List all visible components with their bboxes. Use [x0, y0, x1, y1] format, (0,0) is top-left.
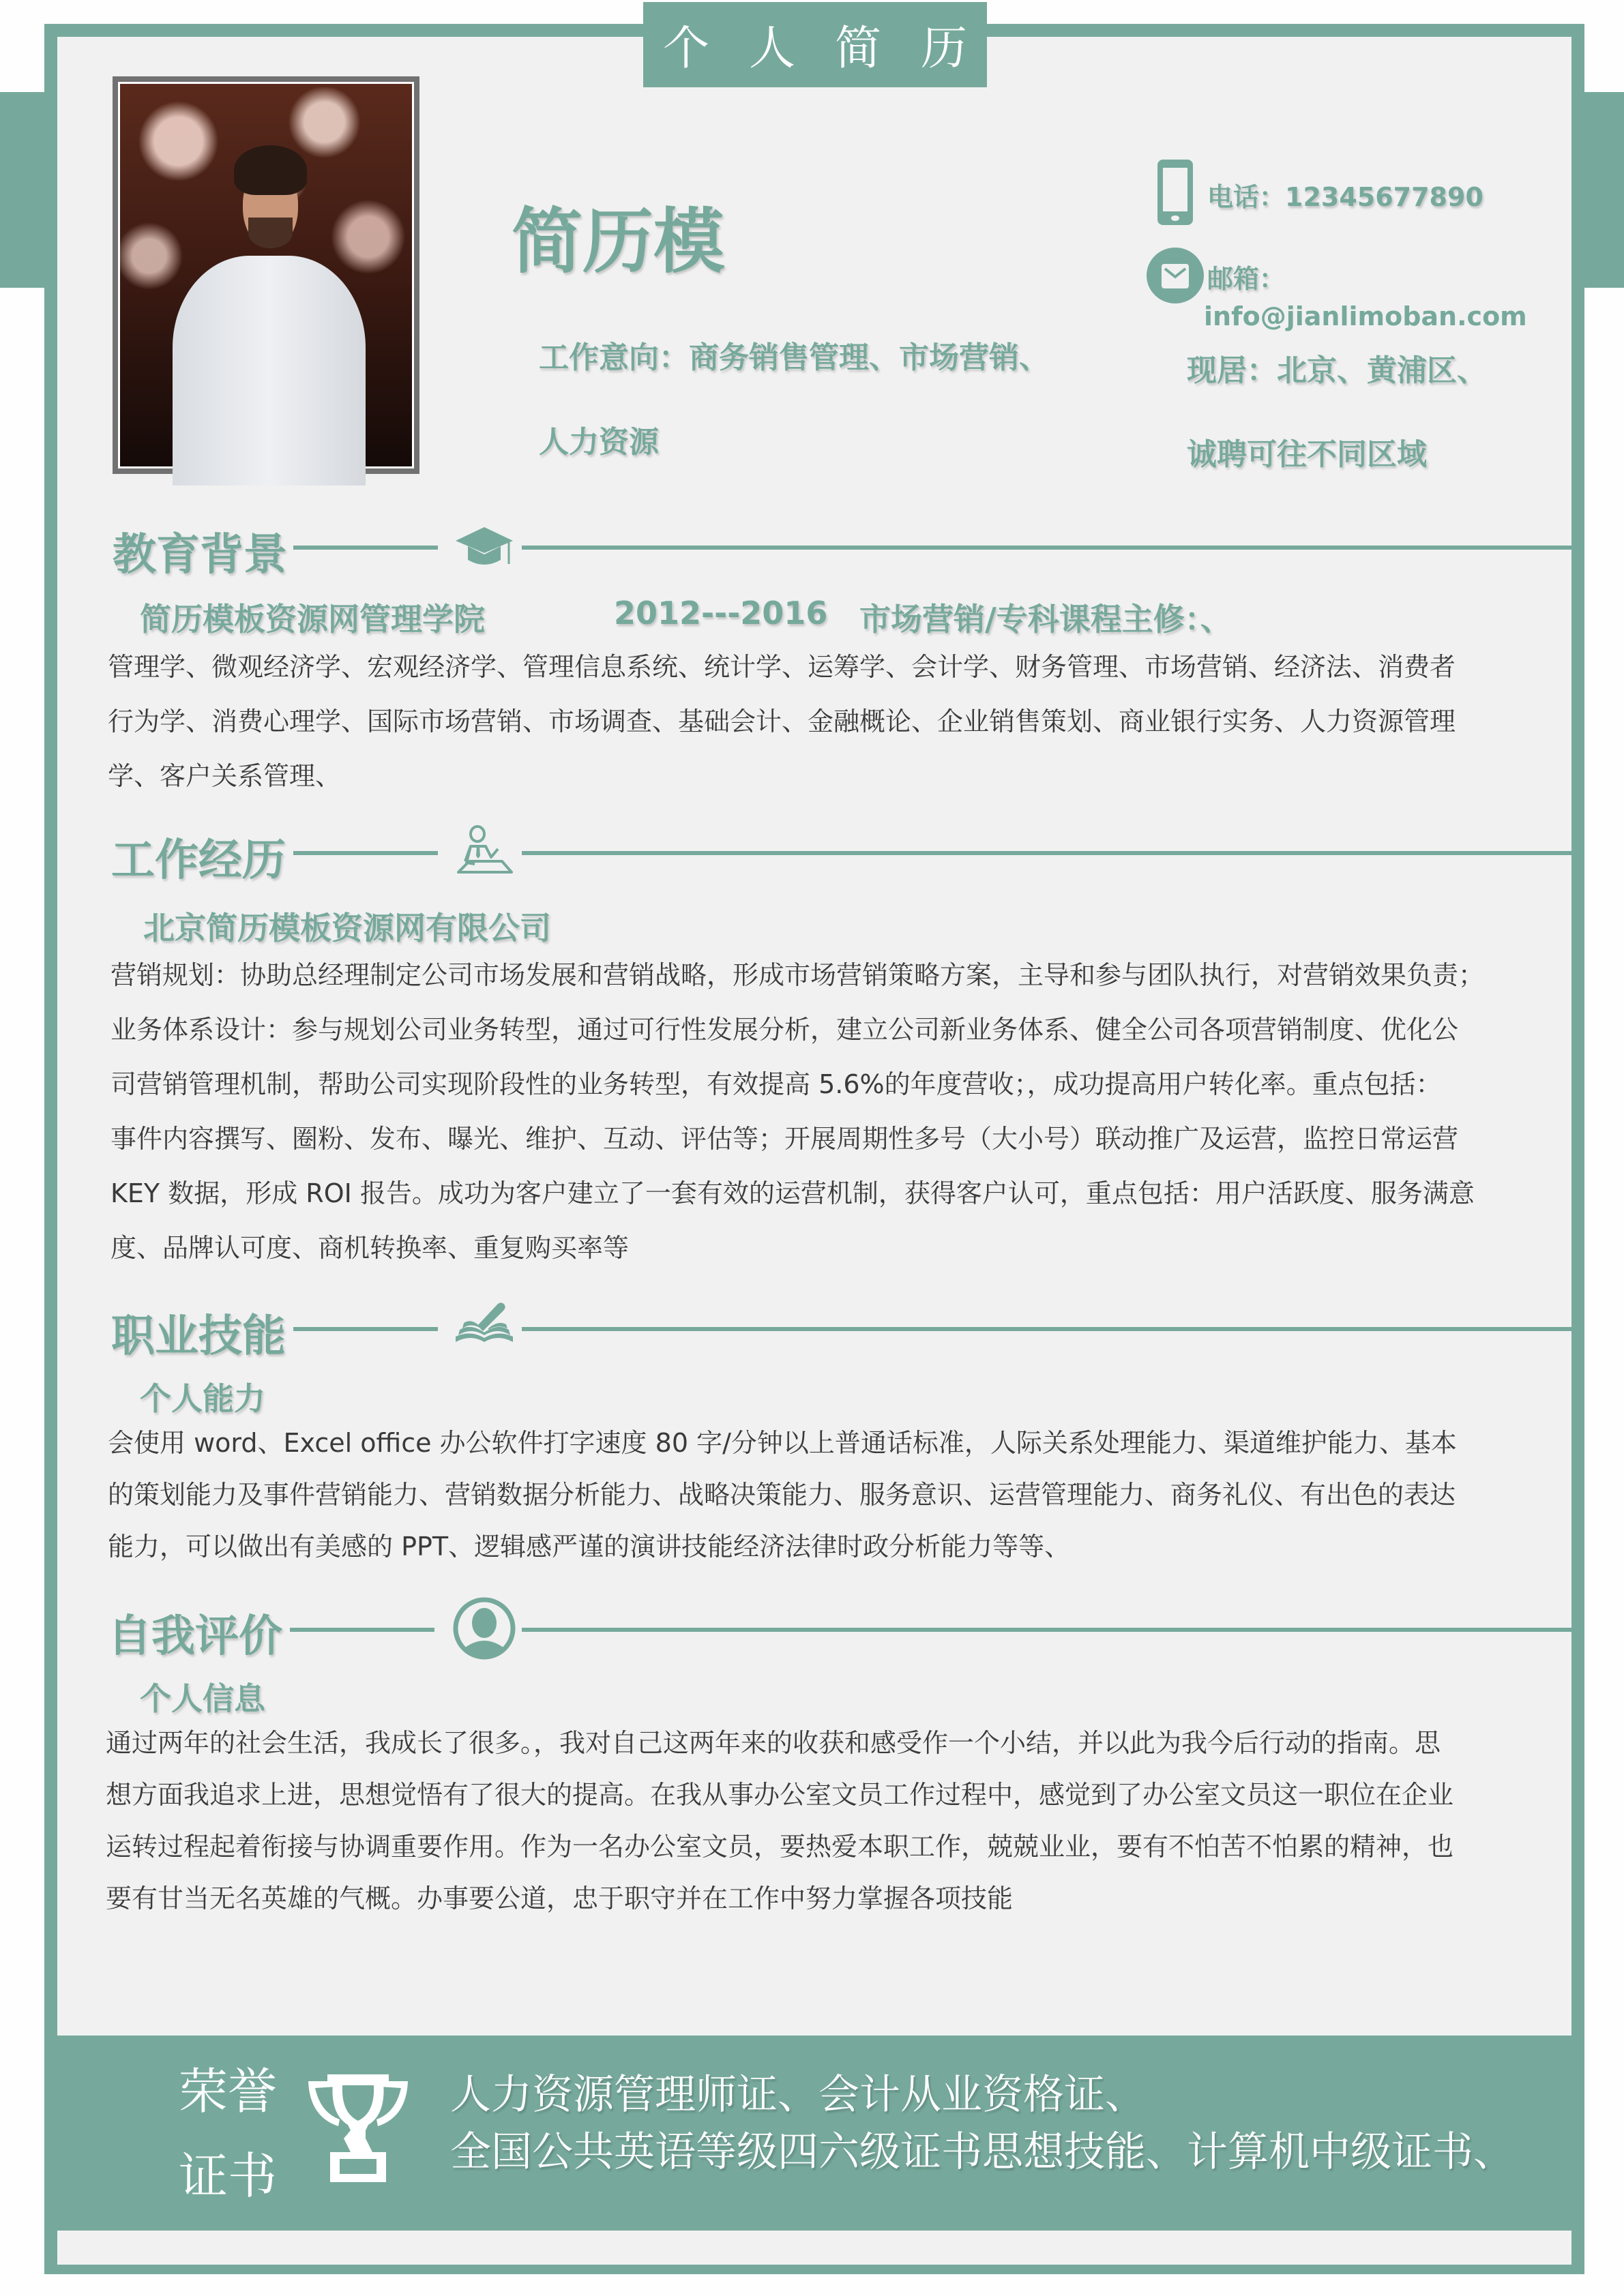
text-line: 行为学、消费心理学、国际市场营销、市场调查、基础会计、金融概论、企业销售策划、商业银行实务、人力资源管理 — [108, 706, 1456, 736]
section-title-self-eval: 自我评价 — [108, 1611, 282, 1662]
text-line: 事件内容撰写、圈粉、发布、曝光、维护、互动、评估等；开展周期性多号（大小号）联动推广及运营，监控日常运营 — [110, 1124, 1459, 1154]
work-company: 北京简历模板资源网有限公司 — [143, 910, 551, 946]
skills-description — [108, 1417, 1533, 1572]
text-line: 想方面我追求上进，思想觉悟有了很大的提高。在我从事办公室文员工作过程中，感觉到了办公室文员这一职位在企业 — [106, 1780, 1454, 1810]
user-circle-icon — [452, 1596, 517, 1661]
section-title-education: 教育背景 — [113, 530, 287, 580]
text-line: 能力，可以做出有美感的 PPT、逻辑感严谨的演讲技能经济法律时政分析能力等等、 — [108, 1532, 1071, 1562]
text-line: 运转过程起着衔接与协调重要作用。作为一名办公室文员，要热爱本职工作，兢兢业业，要有不怕苦不怕累的精神，也 — [106, 1832, 1454, 1862]
right-side-tab — [1584, 92, 1624, 288]
section-rule-right — [522, 1628, 1572, 1632]
section-rule-left — [293, 1327, 438, 1331]
education-major: 市场营销/专科课程主修：、 — [859, 601, 1232, 638]
businessman-desk-icon — [450, 822, 518, 876]
education-courses — [108, 640, 1533, 803]
text-line: 司营销管理机制，帮助公司实现阶段性的业务转型，有效提高 5.6%的年度营收；，成功提高用户转化率。重点包括： — [110, 1069, 1442, 1099]
graduation-cap-icon — [450, 522, 518, 576]
self-eval-description — [106, 1717, 1531, 1924]
candidate-name: 简历模 — [512, 200, 725, 283]
residence-line2: 诚聘可往不同区域 — [1187, 437, 1427, 472]
education-period: 2012---2016 — [614, 595, 828, 631]
section-rule-right — [522, 851, 1572, 855]
skills-subtitle: 个人能力 — [140, 1380, 265, 1417]
text-line: 度、品牌认可度、商机转换率、重复购买率等 — [110, 1233, 630, 1263]
text-line: 学、客户关系管理、 — [108, 761, 342, 791]
text-line: 业务体系设计：参与规划公司业务转型，通过可行性发展分析，建立公司新业务体系、健全公司各项营销制度、优化公 — [110, 1015, 1459, 1045]
text-line: KEY 数据，形成 ROI 报告。成功为客户建立了一套有效的运营机制，获得客户认可，重点包括：用户活跃度、服务满意 — [110, 1178, 1475, 1208]
phone-number: 电话：12345677890 — [1207, 182, 1483, 212]
trophy-icon — [307, 2073, 409, 2182]
section-title-work: 工作经历 — [111, 835, 286, 886]
text-line: 的策划能力及事件营销能力、营销数据分析能力、战略决策能力、服务意识、运营管理能力、商务礼仪、有出色的表达 — [108, 1480, 1456, 1510]
title-banner — [643, 2, 1007, 87]
text-line: 管理学、微观经济学、宏观经济学、管理信息系统、统计学、运筹学、会计学、财务管理、市场营销、经济法、消费者 — [108, 652, 1456, 682]
section-rule-left — [293, 546, 438, 550]
mail-icon — [1146, 247, 1205, 304]
text-line: 要有甘当无名英雄的气概。办事要公道，忠于职守并在工作中努力掌握各项技能 — [106, 1883, 1014, 1913]
left-side-tab — [0, 92, 44, 288]
page-title: 个人简历 — [662, 22, 1007, 76]
education-school: 简历模板资源网管理学院 — [140, 601, 485, 638]
honors-label-line2: 证书 — [179, 2147, 278, 2205]
honors-list — [450, 2066, 1514, 2181]
honors-label — [179, 2049, 277, 2218]
email-label: 邮箱： — [1207, 264, 1286, 294]
text-line: 通过两年的社会生活，我成长了很多。，我对自己这两年来的收获和感受作一个小结，并以此为我今后行动的指南。思 — [106, 1728, 1441, 1758]
job-intent-line1: 工作意向：商务销售管理、市场营销、 — [539, 340, 1049, 375]
section-title-skills: 职业技能 — [111, 1311, 286, 1362]
section-rule-left — [290, 1628, 434, 1632]
job-intent-line2: 人力资源 — [539, 425, 659, 460]
book-pen-icon — [450, 1294, 518, 1349]
honors-item: 人力资源管理师证、会计从业资格证、 — [450, 2071, 1146, 2119]
self-eval-subtitle: 个人信息 — [140, 1680, 265, 1717]
email-value: info@jianlimoban.com — [1204, 301, 1527, 331]
profile-photo — [120, 84, 412, 466]
profile-photo-frame — [113, 76, 419, 474]
text-line: 营销规划：协助总经理制定公司市场发展和营销战略，形成市场营销策略方案，主导和参与团队执行，对营销效果负责； — [110, 960, 1485, 990]
honors-label-line1: 荣誉 — [179, 2063, 278, 2120]
work-description — [110, 948, 1536, 1275]
section-rule-right — [522, 1327, 1572, 1331]
residence-line1: 现居：北京、黄浦区、 — [1187, 353, 1487, 388]
email-value-clipped — [1204, 300, 1586, 331]
section-rule-left — [293, 851, 438, 855]
text-line: 会使用 word、Excel office 办公软件打字速度 80 字/分钟以上普通话标准，人际关系处理能力、渠道维护能力、基本 — [108, 1428, 1457, 1458]
phone-icon — [1156, 158, 1194, 226]
section-rule-right — [522, 546, 1572, 550]
honors-item: 全国公共英语等级四六级证书思想技能、计算机中级证书、 — [450, 2128, 1514, 2176]
